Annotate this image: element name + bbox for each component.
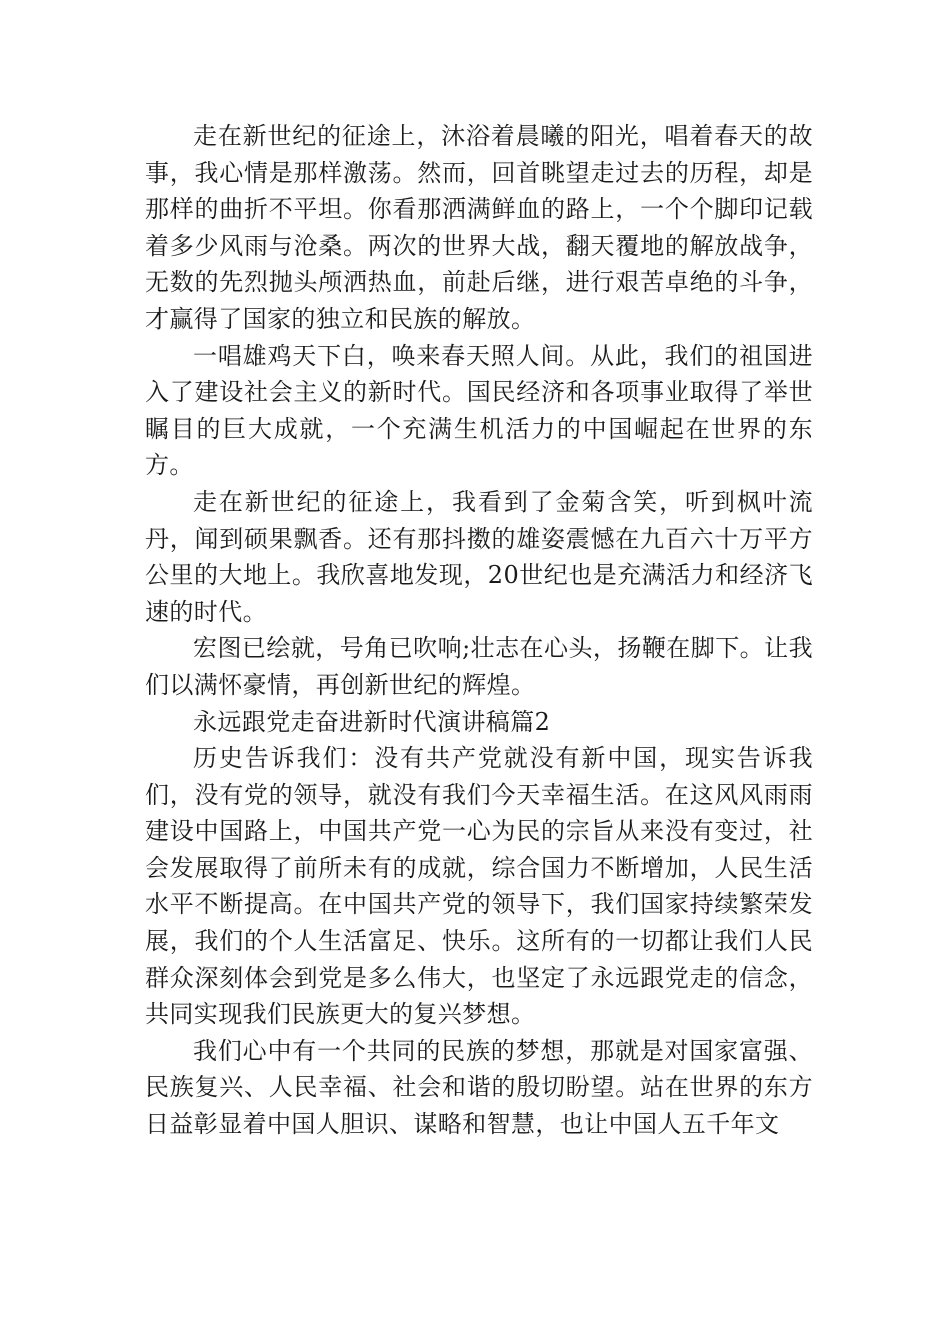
paragraph: 走在新世纪的征途上，沐浴着晨曦的阳光，唱着春天的故事，我心情是那样激荡。然而，回首眺望走过去的历程，却是那样的曲折不平坦。你看那洒满鲜血的路上，一个个脚印记载着多少风雨与沧桑。两次的世界大战，翻天覆地的解放战争，无数的先烈抛头颅洒热血，前赴后继，进行艰苦卓绝的斗争，才赢得了国家的独立和民族的解放。 [145,122,813,333]
document-page [145,118,813,1143]
paragraph: 我们心中有一个共同的民族的梦想，那就是对国家富强、民族复兴、人民幸福、社会和谐的殷切盼望。站在世界的东方日益彰显着中国人胆识、谋略和智慧，也让中国人五千年文 [145,1036,813,1139]
paragraph: 宏图已绘就，号角已吹响;壮志在心头，扬鞭在脚下。让我们以满怀豪情，再创新世纪的辉煌。 [145,634,813,699]
paragraph: 历史告诉我们：没有共产党就没有新中国，现实告诉我们，没有党的领导，就没有我们今天幸福生活。在这风风雨雨建设中国路上，中国共产党一心为民的宗旨从来没有变过，社会发展取得了前所未有的成就，综合国力不断增加，人民生活水平不断提高。在中国共产党的领导下，我们国家持续繁荣发展，我们的个人生活富足、快乐。这所有的一切都让我们人民群众深刻体会到党是多么伟大，也坚定了永远跟党走的信念，共同实现我们民族更大的复兴梦想。 [145,744,813,1029]
paragraph: 走在新世纪的征途上，我看到了金菊含笑，听到枫叶流丹，闻到硕果飘香。还有那抖擞的雄姿震憾在九百六十万平方公里的大地上。我欣喜地发现，20世纪也是充满活力和经济飞速的时代。 [145,487,813,626]
paragraph: 一唱雄鸡天下白，唤来春天照人间。从此，我们的祖国进入了建设社会主义的新时代。国民经济和各项事业取得了举世瞩目的巨大成就，一个充满生机活力的中国崛起在世界的东方。 [145,341,813,480]
section-heading: 永远跟党走奋进新时代演讲稿篇2 [193,707,551,736]
